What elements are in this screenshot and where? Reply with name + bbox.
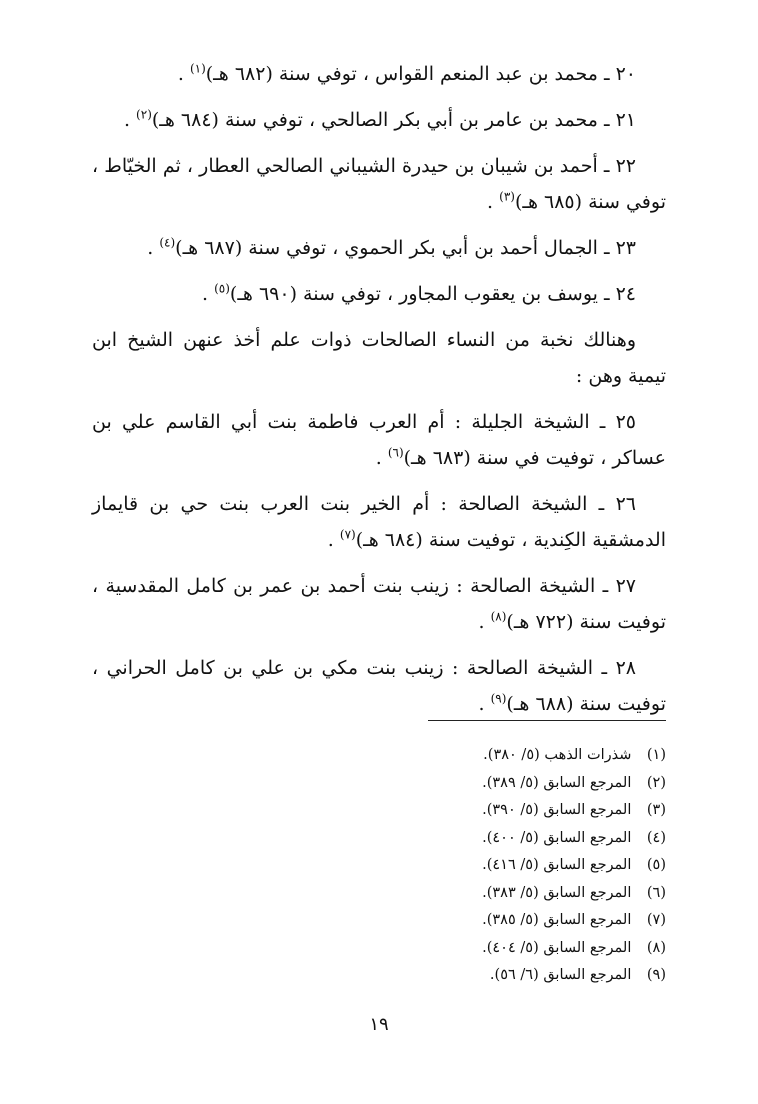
footnote-text: المرجع السابق (٥/ ٤٠٠). <box>482 829 632 846</box>
footnote-number: (٢) <box>646 774 666 791</box>
entry-22 <box>92 148 666 220</box>
footnote-ref: (٢) <box>136 107 152 122</box>
entry-27 <box>92 568 666 640</box>
footnote-number: (١) <box>646 747 666 763</box>
entry-end: . <box>177 63 190 85</box>
footnote-ref: (٧) <box>339 527 356 542</box>
footnotes-list <box>306 742 666 990</box>
entry-23 <box>92 230 666 266</box>
entry-end: . <box>375 447 388 469</box>
footnote-ref: (٩) <box>490 691 507 706</box>
footnote-item <box>306 962 666 990</box>
entry-text: ٢٤ ـ يوسف بن يعقوب المجاور ، توفي سنة (٦٩٠ هـ) <box>229 283 636 305</box>
entry-26 <box>92 486 666 558</box>
entry-text: ٢٨ ـ الشيخة الصالحة : زينب بنت مكي بن علي بن كامل الحراني ، توفيت سنة (٦٨٨ هـ) <box>92 657 666 715</box>
entry-20 <box>92 56 666 92</box>
footnote-item <box>306 797 666 825</box>
footnote-text: المرجع السابق (٥/ ٣٩٠). <box>482 802 632 818</box>
entry-end: . <box>478 693 491 715</box>
footnote-text: المرجع السابق (٥/ ٤٠٤). <box>482 939 632 956</box>
footnote-text: المرجع السابق (٥/ ٣٨٩). <box>482 774 632 791</box>
entry-24 <box>92 276 666 312</box>
body-text <box>92 56 666 732</box>
entry-end: . <box>123 109 137 131</box>
entry-text: ٢٧ ـ الشيخة الصالحة : زينب بنت أحمد بن عمر بن كامل المقدسية ، توفيت سنة (٧٢٢ هـ) <box>92 575 666 633</box>
footnote-text: المرجع السابق (٥/ ٣٨٥). <box>482 912 632 928</box>
footnote-item <box>306 880 666 908</box>
entry-text: ٢٥ ـ الشيخة الجليلة : أم العرب فاطمة بنت أبي القاسم علي بن عساكر ، توفيت في سنة (٦٨٣ هـ) <box>92 411 666 469</box>
entry-end: . <box>327 529 340 551</box>
footnote-item <box>306 742 666 770</box>
footnote-text: شذرات الذهب (٥/ ٣٨٠). <box>483 747 632 763</box>
footnote-ref: (٨) <box>490 609 507 624</box>
footnote-text: المرجع السابق (٥/ ٣٨٣). <box>482 884 632 901</box>
entry-28 <box>92 650 666 722</box>
page-number: ١٩ <box>369 1014 389 1035</box>
footnote-item <box>306 935 666 963</box>
footnote-number: (٧) <box>646 912 666 928</box>
entry-end: . <box>201 283 215 305</box>
entry-25 <box>92 404 666 476</box>
footnote-ref: (٤) <box>159 235 176 250</box>
entry-21 <box>92 102 666 138</box>
footnote-item <box>306 825 666 853</box>
entry-end: . <box>478 611 491 633</box>
footnote-ref: (٦) <box>387 445 404 460</box>
intro-women-scholars <box>92 322 666 394</box>
entry-end: . <box>487 191 500 213</box>
entry-text: ٢٦ ـ الشيخة الصالحة : أم الخير بنت العرب بنت حي بن قايماز الدمشقية الكِندية ، توفيت سنة (٦٨٤ هـ) <box>92 493 666 551</box>
footnote-number: (٦) <box>646 884 666 901</box>
entry-text: ٢١ ـ محمد بن عامر بن أبي بكر الصالحي ، توفي سنة (٦٨٤ هـ) <box>151 109 636 131</box>
footnote-ref: (١) <box>189 61 206 76</box>
entry-text: ٢٠ ـ محمد بن عبد المنعم القواس ، توفي سنة (٦٨٢ هـ) <box>205 63 636 85</box>
footnote-text: المرجع السابق (٦/ ٥٦). <box>489 967 632 983</box>
entry-text: ٢٢ ـ أحمد بن شيبان بن حيدرة الشيباني الصالحي العطار ، ثم الخيّاط ، توفي سنة (٦٨٥ هـ) <box>92 155 666 213</box>
entry-end: . <box>147 237 160 259</box>
entry-text: ٢٣ ـ الجمال أحمد بن أبي بكر الحموي ، توفي سنة (٦٨٧ هـ) <box>175 237 636 259</box>
footnote-ref: (٥) <box>214 281 230 296</box>
footnote-number: (٥) <box>646 857 666 873</box>
footnote-number: (٤) <box>646 829 666 846</box>
footnote-item <box>306 852 666 880</box>
footnote-item <box>306 907 666 935</box>
footnote-number: (٣) <box>646 802 666 818</box>
footnote-divider <box>428 720 666 721</box>
footnote-item <box>306 770 666 798</box>
footnote-text: المرجع السابق (٥/ ٤١٦). <box>482 857 632 873</box>
footnote-ref: (٣) <box>499 189 515 204</box>
footnote-number: (٨) <box>646 939 666 956</box>
intro-text: وهنالك نخبة من النساء الصالحات ذوات علم أخذ عنهن الشيخ ابن تيمية وهن : <box>92 329 666 387</box>
footnote-number: (٩) <box>646 967 666 983</box>
